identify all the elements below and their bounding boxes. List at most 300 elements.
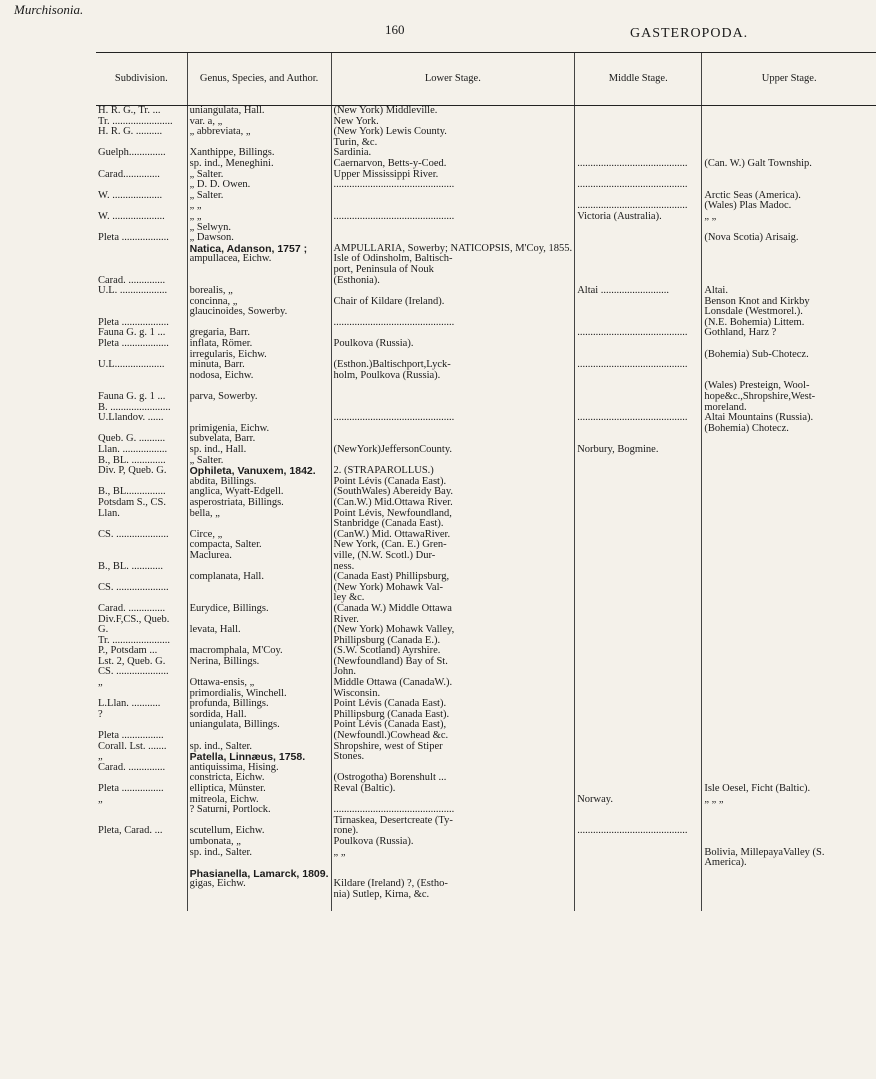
subdivision-line: Tr. ...................... [98, 634, 170, 646]
lower-line: (Can.W.) Mid.Ottawa River. [333, 496, 453, 508]
lower-line: .............................................. [333, 804, 455, 816]
middle-line [577, 487, 699, 498]
lower-line [334, 424, 573, 435]
middle-line [577, 646, 699, 657]
subdivision-line: Llan. ................. [98, 444, 168, 455]
middle-line: .......................................... [577, 825, 688, 837]
middle-line [577, 530, 699, 541]
lower-line: .............................................. [333, 316, 455, 328]
subdivision-line: CS. .................... [98, 581, 169, 593]
upper-line [704, 816, 874, 827]
genus-line: sp. ind., Salter. [189, 846, 253, 858]
middle-line [577, 138, 699, 149]
middle-line [577, 583, 699, 594]
genus-line: anglica, Wyatt-Edgell. [189, 486, 284, 498]
genus-line: Ottawa-ensis, „ [189, 677, 255, 689]
subdivision-line: W. ................... [98, 189, 163, 201]
lower-line: John. [333, 666, 356, 678]
lower-line: Shropshire, west of Stiper [333, 740, 443, 752]
subdivision-column [96, 106, 187, 912]
middle-line: Victoria (Australia). [577, 210, 662, 222]
middle-line [577, 837, 699, 848]
genus-line: Patella, Linnæus, 1758. [189, 751, 306, 764]
subdivision-line: Div.F,CS., Queb. [98, 613, 170, 625]
lower-line: (Ostrogotha) Borenshult ... [333, 772, 447, 784]
upper-line [704, 615, 874, 626]
upper-line [704, 604, 874, 615]
upper-line [704, 498, 874, 509]
genus-line: subvelata, Barr. [189, 433, 256, 445]
middle-line [577, 667, 699, 678]
upper-line [704, 699, 874, 710]
middle-line [577, 307, 699, 318]
upper-line: America). [704, 857, 747, 869]
upper-line [704, 254, 874, 265]
lower-line: Turin, &c. [333, 136, 378, 148]
middle-line [577, 805, 699, 816]
upper-line: (Nova Scotia) Arisaig. [704, 232, 799, 244]
upper-line [704, 117, 874, 128]
upper-line: Isle Oesel, Ficht (Baltic). [704, 783, 811, 794]
upper-line: (Can. W.) Galt Township. [704, 157, 812, 169]
middle-line [577, 615, 699, 626]
lower-line: (S.W. Scotland) Ayrshire. [333, 645, 441, 657]
page-number: 160 [385, 22, 405, 37]
lower-line: „ „ [333, 846, 346, 858]
genus-line: Eurydice, Billings. [189, 602, 269, 614]
upper-line [704, 657, 874, 668]
subdivision-line: H. R. G., Tr. ... [98, 105, 161, 116]
upper-line [704, 519, 874, 530]
subdivision-line: Lst. 2, Queb. G. [98, 655, 166, 667]
subdivision-line: Guelph.............. [98, 147, 166, 159]
genus-line: minuta, Barr. [189, 359, 245, 371]
subdivision-line: U.L................... [98, 359, 165, 371]
upper-line [704, 731, 874, 742]
genus-line: ampullacea, Eichw. [189, 253, 272, 265]
middle-line: .......................................... [577, 412, 688, 424]
upper-line [704, 434, 874, 445]
genus-line: „ Salter. [189, 168, 224, 180]
middle-line [577, 773, 699, 784]
upper-line [704, 805, 874, 816]
subdivision-line: Fauna G. g. 1 ... [98, 327, 166, 339]
lower-line: (Canada W.) Middle Ottawa [333, 602, 452, 614]
subdivision-line: ? [98, 708, 103, 720]
subdivision-line: „ [98, 677, 103, 689]
middle-line [577, 731, 699, 742]
genus-line [190, 265, 329, 276]
upper-line [704, 456, 874, 467]
middle-line: .......................................... [577, 157, 688, 169]
genus-line: sp. ind., Hall. [189, 444, 247, 455]
genus-line: borealis, „ [189, 285, 233, 297]
subdivision-line: W. .................... [98, 210, 165, 222]
upper-line [704, 625, 874, 636]
subdivision-line: CS. .................... [98, 528, 169, 540]
lower-line [334, 392, 573, 403]
genus-line: bella, „ [189, 507, 220, 519]
middle-line [577, 752, 699, 763]
lower-line: nia) Sutlep, Kirna, &c. [333, 888, 430, 900]
subdivision-line [98, 371, 185, 382]
upper-line [704, 551, 874, 562]
upper-line [704, 540, 874, 551]
middle-line [577, 551, 699, 562]
middle-line [577, 678, 699, 689]
middle-line [577, 710, 699, 721]
lower-line: 2. (STRAPAROLLUS.) [333, 465, 434, 477]
subdivision-line: Pleta .................. [98, 232, 169, 244]
middle-line [577, 784, 699, 795]
upper-line [704, 689, 874, 700]
middle-line [577, 858, 699, 869]
middle-line: Norbury, Bogmine. [577, 444, 659, 455]
genus-line: Circe, „ [189, 528, 223, 540]
upper-line [704, 477, 874, 488]
middle-line: .......................................... [577, 327, 688, 339]
genus-line: complanata, Hall. [189, 571, 264, 583]
subdivision-line: Carad. .............. [98, 274, 166, 286]
middle-line [577, 392, 699, 403]
subdivision-line: CS. .................... [98, 666, 169, 678]
middle-line [577, 593, 699, 604]
genus-line [190, 403, 329, 414]
middle-line [577, 223, 699, 234]
genus-line: primigenia, Eichw. [189, 422, 270, 434]
lower-line: (New York) Mohawk Val- [333, 581, 443, 593]
genus-line: umbonata, „ [189, 835, 241, 847]
lower-line: (Esthonia). [333, 274, 380, 286]
genus-line: compacta, Salter. [189, 539, 262, 551]
genus-column [187, 106, 331, 912]
upper-line: (Wales) Presteign, Wool- [704, 380, 810, 392]
upper-line [704, 763, 874, 774]
subdivision-line: Tr. ....................... [98, 115, 173, 127]
upper-line: „ „ [704, 210, 717, 222]
middle-line [577, 657, 699, 668]
col-header-subdivision: Subdivision. [96, 53, 187, 106]
lower-line: ness. [333, 560, 355, 572]
upper-line: (Bohemia) Sub-Chotecz. [704, 348, 809, 360]
middle-line: Norway. [577, 793, 613, 805]
subdivision-line: Pleta ................ [98, 783, 164, 794]
middle-line [577, 339, 699, 350]
middle-line [577, 763, 699, 774]
genus-line: mitreola, Eichw. [189, 793, 259, 805]
lower-line: New York. [333, 115, 379, 127]
genus-line: levata, Hall. [189, 624, 241, 636]
genus-line: sp. ind., Salter. [189, 740, 253, 752]
subdivision-line: Llan. [98, 507, 120, 519]
lower-stage-column [331, 106, 575, 912]
upper-line [704, 106, 874, 117]
genus-line: antiquissima, Hising. [189, 761, 279, 773]
genus-line: asperostriata, Billings. [189, 496, 284, 508]
subdivision-line: Carad.............. [98, 168, 160, 180]
subdivision-line: G. [98, 624, 109, 636]
running-header-right: GASTEROPODA. [630, 26, 749, 41]
upper-line: Gothland, Harz ? [704, 327, 777, 339]
middle-line [577, 424, 699, 435]
upper-line [704, 138, 874, 149]
lower-line: Point Lévis (Canada East), [333, 719, 447, 731]
genus-line: constricta, Eichw. [189, 772, 265, 784]
lower-line: Point Lévis (Canada East). [333, 475, 447, 487]
genus-line: Ophileta, Vanuxem, 1842. [189, 465, 316, 478]
lower-line: Kildare (Ireland) ?, (Estho- [333, 878, 448, 890]
middle-line [577, 477, 699, 488]
genus-line: gigas, Eichw. [189, 878, 246, 890]
lower-line: Chair of Kildare (Ireland). [333, 295, 445, 307]
middle-line [577, 265, 699, 276]
subdivision-line: U.L. .................. [98, 285, 168, 297]
middle-line [577, 879, 699, 890]
subdivision-line [98, 159, 185, 170]
lower-line: New York, (Can. E.) Gren- [333, 539, 447, 551]
lower-line [334, 191, 573, 202]
lower-line: .............................................. [333, 210, 455, 222]
middle-line [577, 604, 699, 615]
middle-line [577, 233, 699, 244]
lower-line: .............................................. [333, 179, 455, 191]
lower-line: Point Lévis (Canada East). [333, 698, 447, 710]
upper-line: (N.E. Bohemia) Littem. [704, 316, 805, 328]
subdivision-line: U.Llandov. ...... [98, 412, 164, 424]
middle-line [577, 636, 699, 647]
lower-line: Phillipsburg (Canada E.). [333, 634, 441, 646]
lower-line: (New York) Lewis County. [333, 126, 447, 138]
genus-line: „ abbreviata, „ [189, 126, 251, 138]
col-header-middle-stage: Middle Stage. [575, 53, 702, 106]
lower-line: (New York) Mohawk Valley, [333, 624, 455, 636]
subdivision-line: Fauna G. g. 1 ... [98, 391, 166, 403]
genus-line: Maclurea. [189, 549, 232, 561]
col-header-lower-stage: Lower Stage. [331, 53, 575, 106]
subdivision-line [98, 265, 185, 276]
lower-line: AMPULLARIA, Sowerby; NATICOPSIS, M'Coy, 1855. [333, 242, 573, 254]
upper-stage-column [702, 106, 876, 912]
subdivision-line: Pleta .................. [98, 316, 169, 328]
lower-line: Phillipsburg (Canada East). [333, 708, 450, 720]
subdivision-line: L.Llan. ........... [98, 698, 161, 710]
species-table [96, 52, 876, 911]
upper-line [704, 710, 874, 721]
upper-line: Altai Mountains (Russia). [704, 412, 814, 424]
genus-line: glaucinoides, Sowerby. [189, 306, 288, 318]
lower-line: Tirnaskea, Desertcreate (Ty- [333, 814, 453, 826]
upper-line [704, 244, 874, 255]
lower-line [334, 223, 573, 234]
genus-line: sp. ind., Meneghini. [189, 157, 274, 169]
genus-line [190, 583, 329, 594]
middle-line [577, 869, 699, 880]
genus-line: „ Salter. [189, 189, 224, 201]
upper-line [704, 562, 874, 573]
upper-line [704, 837, 874, 848]
upper-line: Benson Knot and Kirkby [704, 295, 810, 307]
genus-line: elliptica, Münster. [189, 783, 266, 794]
subdivision-line: B., BL. ............ [98, 560, 164, 572]
lower-line: (CanW.) Mid. OttawaRiver. [333, 528, 451, 540]
subdivision-line: Carad. .............. [98, 761, 166, 773]
upper-line [704, 742, 874, 753]
lower-line: Wisconsin. [333, 687, 381, 699]
middle-line [577, 297, 699, 308]
genus-line: ? Saturni, Portlock. [189, 804, 271, 816]
middle-line [577, 699, 699, 710]
subdivision-line [98, 254, 185, 265]
genus-line: „ „ [189, 210, 202, 222]
subdivision-line: Pleta, Carad. ... [98, 825, 163, 837]
middle-line [577, 254, 699, 265]
upper-line: hope&c.,Shropshire,West- [704, 391, 816, 403]
running-header-left: Murchisonia. [14, 2, 84, 17]
lower-line: holm, Poulkova (Russia). [333, 369, 441, 381]
upper-line [704, 530, 874, 541]
genus-line: sordida, Hall. [189, 708, 247, 720]
lower-line: Point Lévis, Newfoundland, [333, 507, 452, 519]
lower-line: (New York) Middleville. [333, 105, 438, 116]
middle-line: Altai .......................... [577, 285, 670, 297]
lower-line: Stones. [333, 751, 365, 763]
middle-line [577, 381, 699, 392]
upper-line [704, 752, 874, 763]
genus-line: macromphala, M'Coy. [189, 645, 283, 657]
middle-line [577, 127, 699, 138]
genus-line: primordialis, Winchell. [189, 687, 287, 699]
table-header-row [96, 53, 876, 106]
middle-line [577, 720, 699, 731]
upper-line [704, 720, 874, 731]
middle-line [577, 456, 699, 467]
upper-line [704, 466, 874, 477]
lower-line: Sardinia. [333, 147, 372, 159]
genus-line: „ Dawson. [189, 232, 234, 244]
middle-line [577, 498, 699, 509]
subdivision-line: Potsdam S., CS. [98, 496, 166, 508]
genus-line: concinna, „ [189, 295, 238, 307]
table-body-row [96, 106, 876, 912]
upper-line [704, 826, 874, 837]
upper-line [704, 572, 874, 583]
lower-line: Poulkova (Russia). [333, 338, 414, 350]
middle-line [577, 901, 699, 912]
middle-line [577, 562, 699, 573]
genus-line: Phasianella, Lamarck, 1809. [189, 867, 329, 880]
middle-line [577, 742, 699, 753]
lower-line: Poulkova (Russia). [333, 835, 414, 847]
genus-line: inflata, Römer. [189, 338, 253, 350]
middle-stage-column [575, 106, 702, 912]
lower-line: (Newfoundl.)Cowhead &c. [333, 730, 449, 742]
genus-line: Xanthippe, Billings. [189, 147, 275, 159]
middle-line [577, 519, 699, 530]
genus-line: uniangulata, Billings. [189, 719, 280, 731]
subdivision-line: Carad. .............. [98, 602, 166, 614]
genus-line: scutellum, Eichw. [189, 825, 265, 837]
upper-line [704, 445, 874, 456]
subdivision-line: Pleta .................. [98, 338, 169, 350]
middle-line: .......................................... [577, 359, 688, 371]
genus-line: nodosa, Eichw. [189, 369, 254, 381]
genus-line: „ „ [189, 200, 202, 212]
middle-line [577, 848, 699, 859]
subdivision-line: „ [98, 751, 103, 763]
middle-line [577, 540, 699, 551]
genus-line: Natica, Adanson, 1757 ; [189, 242, 308, 255]
middle-line [577, 117, 699, 128]
upper-line: moreland. [704, 401, 747, 413]
genus-line: parva, Sowerby. [189, 391, 258, 403]
lower-line: ville, (N.W. Scotl.) Dur- [333, 549, 436, 561]
upper-line [704, 678, 874, 689]
upper-line [704, 593, 874, 604]
lower-line [334, 381, 573, 392]
subdivision-line: Div. P, Queb. G. [98, 465, 167, 477]
lower-line: Isle of Odinsholm, Baltisch- [333, 253, 453, 265]
middle-line [577, 244, 699, 255]
middle-line [577, 371, 699, 382]
upper-line: Arctic Seas (America). [704, 189, 801, 201]
lower-line: (Canada East) Phillipsburg, [333, 571, 450, 583]
lower-line: ley &c. [333, 592, 365, 604]
lower-line: .............................................. [333, 412, 455, 424]
upper-line [704, 583, 874, 594]
upper-line: (Bohemia) Chotecz. [704, 422, 789, 434]
middle-line: .......................................... [577, 179, 688, 191]
genus-line: „ Salter. [189, 454, 224, 466]
lower-line: Upper Mississippi River. [333, 168, 439, 180]
lower-line: port, Peninsula of Nouk [333, 263, 434, 275]
subdivision-line: B. ....................... [98, 401, 171, 413]
upper-line [704, 487, 874, 498]
upper-line: Bolivia, MillepayaValley (S. [704, 846, 825, 858]
upper-line [704, 170, 874, 181]
middle-line [577, 625, 699, 636]
subdivision-line: P., Potsdam ... [98, 645, 158, 657]
subdivision-line: B., BL............... [98, 486, 166, 498]
subdivision-line: B., BL. ............. [98, 454, 166, 466]
lower-line: (Newfoundland) Bay of St. [333, 655, 448, 667]
genus-line: „ D. D. Owen. [189, 179, 251, 191]
genus-line: irregularis, Eichw. [189, 348, 267, 360]
lower-line: Stanbridge (Canada East). [333, 518, 444, 530]
subdivision-line: Pleta ................ [98, 730, 164, 742]
lower-line: Middle Ottawa (CanadaW.). [333, 677, 453, 689]
genus-line: gregaria, Barr. [189, 327, 250, 339]
subdivision-line [98, 551, 185, 562]
subdivision-line: Corall. Lst. ....... [98, 740, 167, 752]
middle-line [577, 106, 699, 117]
upper-line [704, 360, 874, 371]
lower-line: (NewYork)JeffersonCounty. [333, 444, 453, 455]
genus-line: Nerina, Billings. [189, 655, 260, 667]
middle-line [577, 689, 699, 700]
lower-line: rone). [333, 825, 359, 837]
genus-line: var. a, „ [189, 115, 223, 127]
lower-line: Reval (Baltic). [333, 783, 396, 794]
lower-line [334, 858, 573, 869]
lower-line: Caernarvon, Betts-y-Coed. [333, 157, 447, 169]
upper-line: „ „ „ [704, 793, 724, 805]
upper-line [704, 667, 874, 678]
upper-line [704, 646, 874, 657]
col-header-upper-stage: Upper Stage. [702, 53, 876, 106]
middle-line [577, 509, 699, 520]
upper-line [704, 265, 874, 276]
upper-line [704, 509, 874, 520]
